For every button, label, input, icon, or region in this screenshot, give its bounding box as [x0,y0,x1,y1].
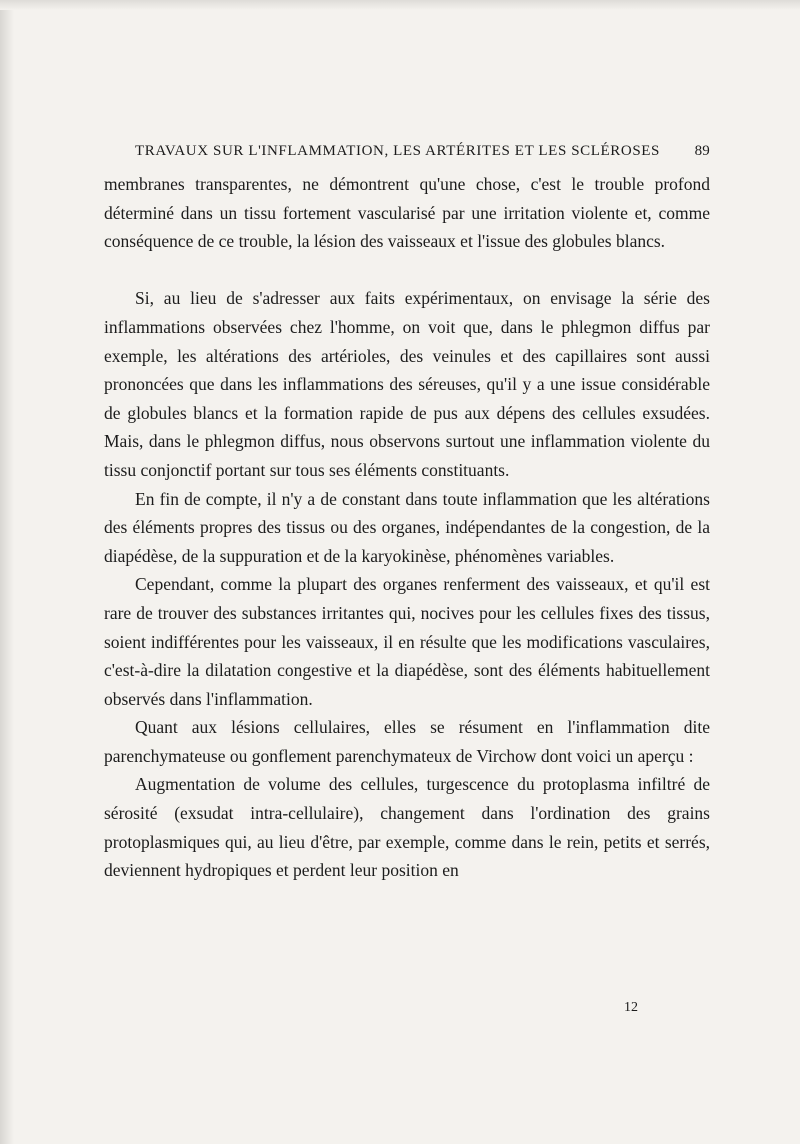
running-header [135,143,710,160]
signature-mark: 12 [624,1000,638,1015]
running-header-title: TRAVAUX SUR L'INFLAMMATION, LES ARTÉRITES ET LES SCLÉROSES [135,143,660,159]
page-number: 89 [694,143,710,159]
page-edge-shadow-top [0,0,800,10]
paragraph: En fin de compte, il n'y a de constant dans toute inflammation que les altérations des éléments propres des tissus ou des organes, indépendantes de la congestion, de la diapédèse, de la suppuration et de la karyokinèse, phénomènes variables. [104,488,710,566]
paragraph-continuation: membranes transparentes, ne démontrent qu'une chose, c'est le trouble profond déterminé dans un tissu fortement vascularisé par une irritation violente et, comme conséquence de ce trouble, la lésion des vaisseaux et l'issue des globules blancs. [104,174,710,252]
body-text [104,170,710,885]
paragraph: Quant aux lésions cellulaires, elles se résument en l'inflammation dite parenchymateuse ou gonflement parenchymateux de Virchow dont voici un aperçu : [104,717,710,766]
paragraph: Augmentation de volume des cellules, turgescence du protoplasma infiltré de sérosité (exsudat intra-cellulaire), changement dans l'ordination des grains protoplasmiques qui, au lieu d'être, par exemple, comme dans le rein, petits et serrés, deviennent hydropiques et perdent leur position en [104,774,710,881]
page-edge-shadow-left [0,0,14,1144]
paragraph: Si, au lieu de s'adresser aux faits expérimentaux, on envisage la série des inflammations observées chez l'homme, on voit que, dans le phlegmon diffus par exemple, les altérations des artérioles, des veinules et des capillaires sont aussi prononcées que dans les inflammations des séreuses, qu'il y a une issue considérable de globules blancs et la formation rapide de pus aux dépens des cellules exsudées. Mais, dans le phlegmon diffus, nous observons surtout une inflammation violente du tissu conjonctif portant sur tous ses éléments constituants. [104,288,710,480]
paragraph: Cependant, comme la plupart des organes renferment des vaisseaux, et qu'il est rare de trouver des substances irritantes qui, nocives pour les cellules fixes des tissus, soient indifférentes pour les vaisseaux, il en résulte que les modifications vasculaires, c'est-à-dire la dilatation congestive et la diapédèse, sont des éléments habituellement observés dans l'inflammation. [104,574,710,709]
